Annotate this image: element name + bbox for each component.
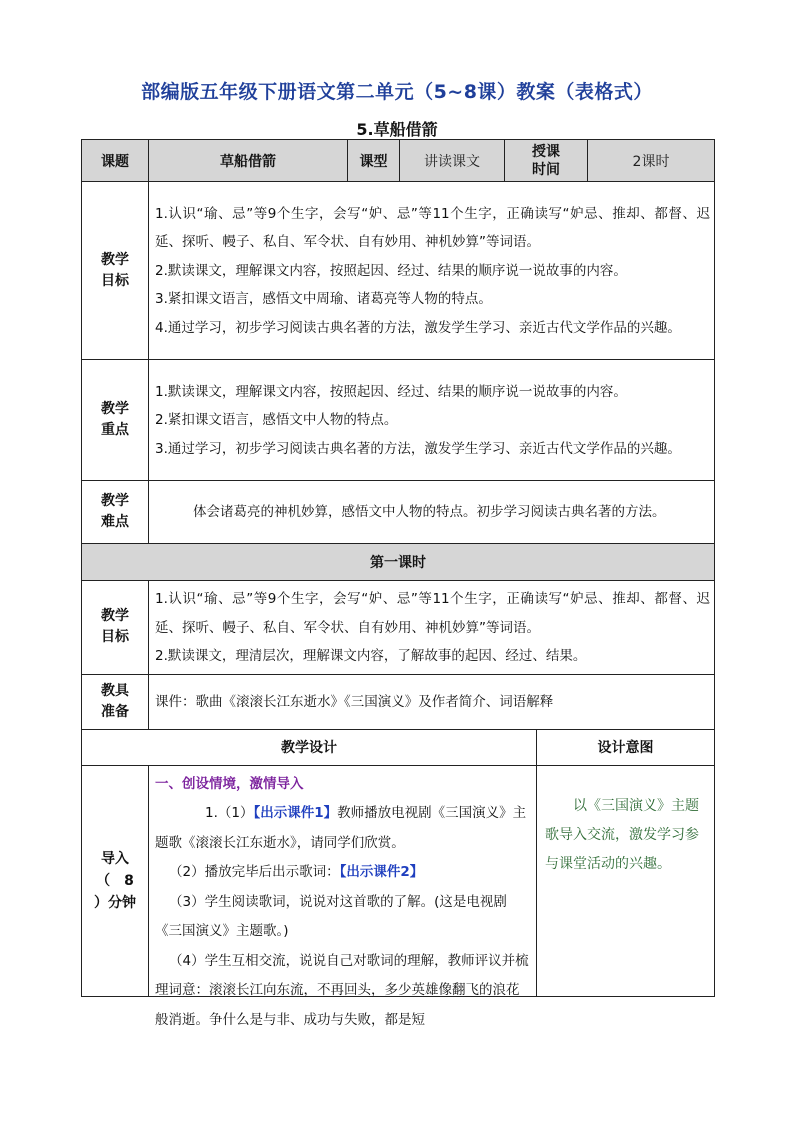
hours-label-line-2: 时间 bbox=[532, 161, 560, 178]
hours-label bbox=[505, 140, 588, 182]
type-value: 讲读课文 bbox=[400, 140, 505, 182]
intro-intent-text: 以《三国演义》主题歌导入交流，激发学习参与课堂活动的兴趣。 bbox=[545, 797, 699, 872]
intro-step-2-text: （2）播放完毕后出示歌词： bbox=[169, 864, 340, 880]
teaching-tools-label-line-1: 教具 bbox=[101, 682, 129, 699]
design-header: 教学设计 bbox=[82, 729, 537, 765]
key-points-label bbox=[82, 360, 149, 481]
hours-label-line-1: 授课 bbox=[532, 143, 560, 160]
intro-step-3: （3）学生阅读歌词，说说对这首歌的了解。(这是电视剧《三国演义》主题歌。) bbox=[155, 893, 507, 939]
teaching-tools-label-line-2: 准备 bbox=[101, 703, 129, 720]
objectives-label-line-1: 教学 bbox=[101, 251, 129, 268]
intro-row bbox=[82, 765, 715, 996]
lesson-plan-table bbox=[81, 139, 715, 1028]
objective-item: 4.通过学习，初步学习阅读古典名著的方法，激发学生学习、亲近古代文学作品的兴趣。 bbox=[155, 319, 681, 336]
period-objectives-label-line-2: 目标 bbox=[101, 629, 129, 646]
period-objective-item: 2.默读课文，理清层次，理解课文内容，了解故事的起因、经过、结果。 bbox=[155, 648, 587, 664]
first-period-row bbox=[82, 544, 715, 581]
key-point-item: 1.默读课文，理解课文内容，按照起因、经过、结果的顺序说一说故事的内容。 bbox=[155, 383, 627, 400]
intro-step-2 bbox=[155, 858, 530, 888]
key-points-row bbox=[82, 360, 715, 481]
key-points-label-line-1: 教学 bbox=[101, 401, 129, 417]
intro-stage-label-line-1: 导入 bbox=[101, 850, 129, 867]
period-objectives-label bbox=[82, 581, 149, 675]
first-period-heading: 第一课时 bbox=[82, 544, 715, 581]
period-objectives-row bbox=[82, 581, 715, 675]
courseware-tag-2: 【出示课件2】 bbox=[339, 864, 424, 880]
objectives-label-line-2: 目标 bbox=[101, 272, 129, 289]
key-points-content bbox=[149, 360, 715, 481]
teaching-tools-text: 课件：歌曲《滚滚长江东逝水》《三国演义》及作者简介、词语解释 bbox=[155, 693, 554, 710]
key-point-item: 2.紧扣课文语言，感悟文中人物的特点。 bbox=[155, 412, 398, 429]
objective-item: 1.认识“瑜、忌”等9个生字，会写“妒、忌”等11个生字，正确读写“妒忌、推却、都督、迟延、探听、幔子、私自、军令状、自有妙用、神机妙算”等词语。 bbox=[155, 205, 710, 251]
courseware-tag-1: 【出示课件1】 bbox=[253, 805, 338, 821]
design-header-row bbox=[82, 729, 715, 765]
intro-stage-label-line-2: （ 8 bbox=[96, 872, 134, 889]
key-points-label-line-2: 重点 bbox=[101, 422, 129, 438]
intro-step-4: （4）学生互相交流，说说自己对歌词的理解，教师评议并梳理词意：滚滚长江向东流，不再回头，多少英雄像翻飞的浪花般消逝。争什么是与非、成功与失败，都是短 bbox=[155, 952, 529, 1028]
difficulties-label bbox=[82, 481, 149, 544]
lesson-title: 5.草船借箭 bbox=[356, 120, 438, 139]
objective-item: 3.紧扣课文语言，感悟文中周瑜、诸葛亮等人物的特点。 bbox=[155, 291, 492, 308]
objectives-row bbox=[82, 182, 715, 360]
key-point-item: 3.通过学习，初步学习阅读古典名著的方法，激发学生学习、亲近古代文学作品的兴趣。 bbox=[155, 440, 681, 457]
intro-stage-label-line-3: ）分钟 bbox=[94, 894, 136, 911]
topic-label: 课题 bbox=[82, 140, 149, 182]
difficulties-content bbox=[149, 481, 715, 544]
difficulties-label-line-2: 难点 bbox=[101, 514, 129, 530]
intent-header: 设计意图 bbox=[537, 729, 715, 765]
intro-content bbox=[149, 765, 537, 1028]
intro-step-1 bbox=[155, 799, 530, 858]
type-label: 课型 bbox=[348, 140, 400, 182]
objectives-content bbox=[149, 182, 715, 360]
period-objectives-content bbox=[149, 581, 715, 675]
intro-step-1-prefix: 1.（1） bbox=[205, 805, 254, 821]
document-title: 部编版五年级下册语文第二单元（5~8课）教案（表格式） bbox=[141, 81, 653, 103]
difficulties-text: 体会诸葛亮的神机妙算，感悟文中人物的特点。初步学习阅读古典名著的方法。 bbox=[193, 504, 666, 521]
intro-step-1-text: 教师播放电视剧《三国演义》主题歌《滚滚长江东逝水》，请同学们欣赏。 bbox=[155, 805, 527, 851]
objective-item: 2.默读课文，理解课文内容，按照起因、经过、结果的顺序说一说故事的内容。 bbox=[155, 262, 627, 279]
intro-stage-label bbox=[82, 765, 149, 996]
teaching-tools-content bbox=[149, 674, 715, 729]
teaching-tools-label bbox=[82, 674, 149, 729]
header-row bbox=[82, 140, 715, 182]
difficulties-row bbox=[82, 481, 715, 544]
difficulties-label-line-1: 教学 bbox=[101, 493, 129, 509]
intro-content-body bbox=[149, 766, 536, 1028]
period-objective-item: 1.认识“瑜、忌”等9个生字，会写“妒、忌”等11个生字，正确读写“妒忌、推却、都督、迟延、探听、幔子、私自、军令状、自有妙用、神机妙算”等词语。 bbox=[155, 591, 710, 636]
teaching-tools-row bbox=[82, 674, 715, 729]
period-objectives-label-line-1: 教学 bbox=[101, 608, 129, 625]
intro-intent bbox=[537, 765, 715, 996]
topic-value: 草船借箭 bbox=[149, 140, 348, 182]
intro-section-title: 一、创设情境，激情导入 bbox=[155, 775, 304, 792]
objectives-label bbox=[82, 182, 149, 360]
hours-value: 2课时 bbox=[588, 140, 715, 182]
